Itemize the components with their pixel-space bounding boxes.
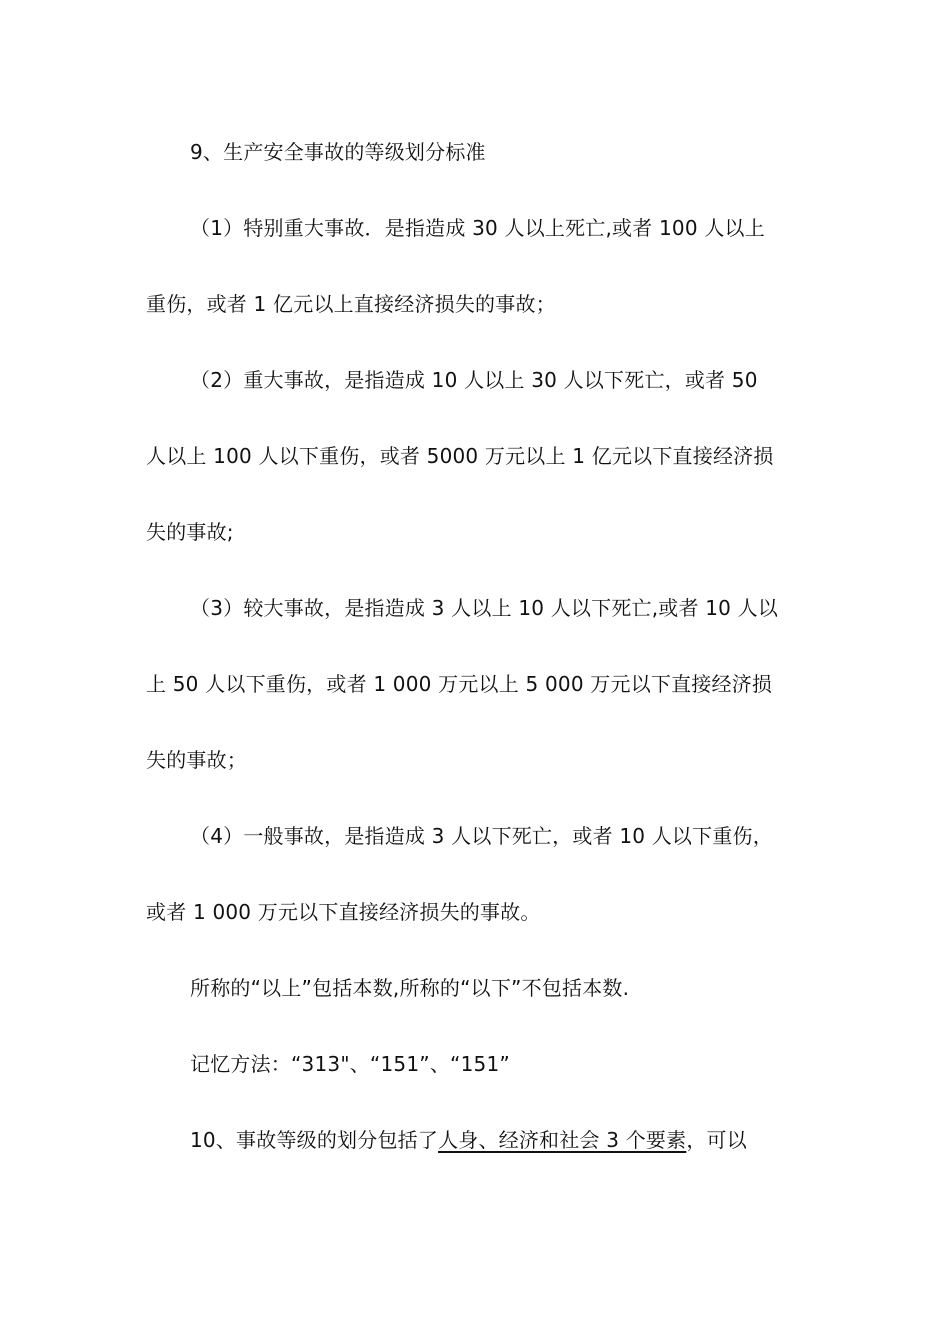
section-10-underlined-elements: 人身、经济和社会 3 个要素 xyxy=(438,1128,687,1152)
section-10-line xyxy=(146,1120,818,1196)
item-4-line-1: （4）一般事故，是指造成 3 人以下死亡，或者 10 人以下重伤， xyxy=(190,824,773,848)
section-10-prefix: 10、事故等级的划分包括了 xyxy=(190,1128,439,1152)
item-2-line-1: （2）重大事故，是指造成 10 人以上 30 人以下死亡，或者 50 xyxy=(190,368,758,392)
item-1-line-1: （1）特别重大事故．是指造成 30 人以上死亡,或者 100 人以上 xyxy=(190,216,765,240)
item-1-line-2: 重伤，或者 1 亿元以上直接经济损失的事故； xyxy=(146,292,556,316)
item-3-line-2: 上 50 人以下重伤，或者 1 000 万元以上 5 000 万元以下直接经济损 xyxy=(146,672,773,696)
item-2-line-2: 人以上 100 人以下重伤，或者 5000 万元以上 1 亿元以下直接经济损 xyxy=(146,444,774,468)
item-3-line-3: 失的事故； xyxy=(146,748,247,772)
memory-method: 记忆方法：“313"、“151”、“151” xyxy=(190,1052,510,1076)
item-4-line-2: 或者 1 000 万元以下直接经济损失的事故。 xyxy=(146,900,541,924)
document-body xyxy=(146,132,818,1196)
item-2-line-3: 失的事故; xyxy=(146,520,234,544)
item-3-line-1: （3）较大事故，是指造成 3 人以上 10 人以下死亡,或者 10 人以 xyxy=(190,596,779,620)
section-10-suffix: ，可以 xyxy=(686,1128,747,1152)
definition-note: 所称的“以上”包括本数,所称的“以下”不包括本数. xyxy=(190,976,630,1000)
section-9-heading: 9、生产安全事故的等级划分标准 xyxy=(190,140,486,164)
